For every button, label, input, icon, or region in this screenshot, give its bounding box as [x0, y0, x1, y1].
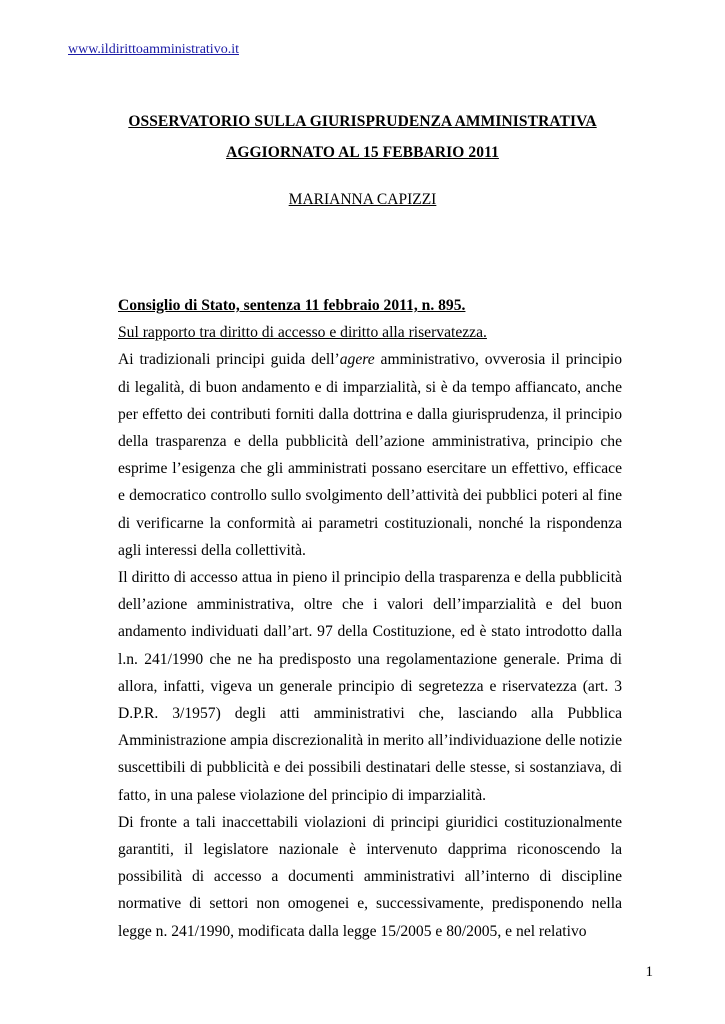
- author-name: MARIANNA CAPIZZI: [288, 191, 437, 208]
- document-title-line-2: AGGIORNATO AL 15 FEBBARIO 2011: [226, 144, 499, 161]
- paragraph-1-italic-term: agere: [339, 351, 375, 369]
- section-subheading: Sul rapporto tra diritto di accesso e diritto alla riservatezza.: [118, 324, 487, 342]
- paragraph-3: Di fronte a tali inaccettabili violazioni di principi giuridici costituzionalmente garantiti, il legislatore nazionale è intervenuto dapprima riconoscendo la possibilità di accesso a documenti amministrativi all’interno di discipline normative di settori non omogenei e, successivamente, predisponendo nella legge n. 241/1990, modificata dalla legge 15/2005 e 80/2005, e nel relativo: [118, 813, 622, 940]
- document-title-line-1: OSSERVATORIO SULLA GIURISPRUDENZA AMMINISTRATIVA: [128, 113, 597, 130]
- paragraph-1: [118, 346, 622, 564]
- paragraph-1-start: Ai tradizionali principi guida dell’: [118, 351, 340, 369]
- paragraph-1-rest: amministrativo, ovverosia il principio di legalità, di buon andamento e di imparzialità, si è da tempo affiancato, anche per effetto dei contributi forniti dalla dottrina e dalla giurisprudenza, il principio della trasparenza e della pubblicità dell’azione amministrativa, principio che esprime l’esigenza che gli amministrati possano esercitare un effettivo, efficace e democratico controllo sullo svolgimento dell’attività dei pubblici poteri al fine di verificarne la conformità ai parametri costituzionali, nonché la rispondenza agli interessi della collettività.: [118, 351, 623, 559]
- document-body: [118, 292, 622, 945]
- section-heading: Consiglio di Stato, sentenza 11 febbraio 2011, n. 895.: [118, 297, 466, 314]
- page-number: 1: [645, 964, 653, 980]
- website-link[interactable]: www.ildirittoamministrativo.it: [68, 42, 239, 57]
- paragraph-2: Il diritto di accesso attua in pieno il principio della trasparenza e della pubblicità dell’azione amministrativa, oltre che i valori dell’imparzialità e del buon andamento individuati dall’art. 97 della Costituzione, ed è stato introdotto dalla l.n. 241/1990 che ne ha predisposto una regolamentazione generale. Prima di allora, infatti, vigeva un generale principio di segretezza e riservatezza (art. 3 D.P.R. 3/1957) degli atti amministrativi che, lasciando alla Pubblica Amministrazione ampia discrezionalità in merito all’individuazione delle notizie suscettibili di pubblicità e dei possibili destinatari delle stesse, si sostanziava, di fatto, in una palese violazione del principio di imparzialità.: [118, 569, 622, 804]
